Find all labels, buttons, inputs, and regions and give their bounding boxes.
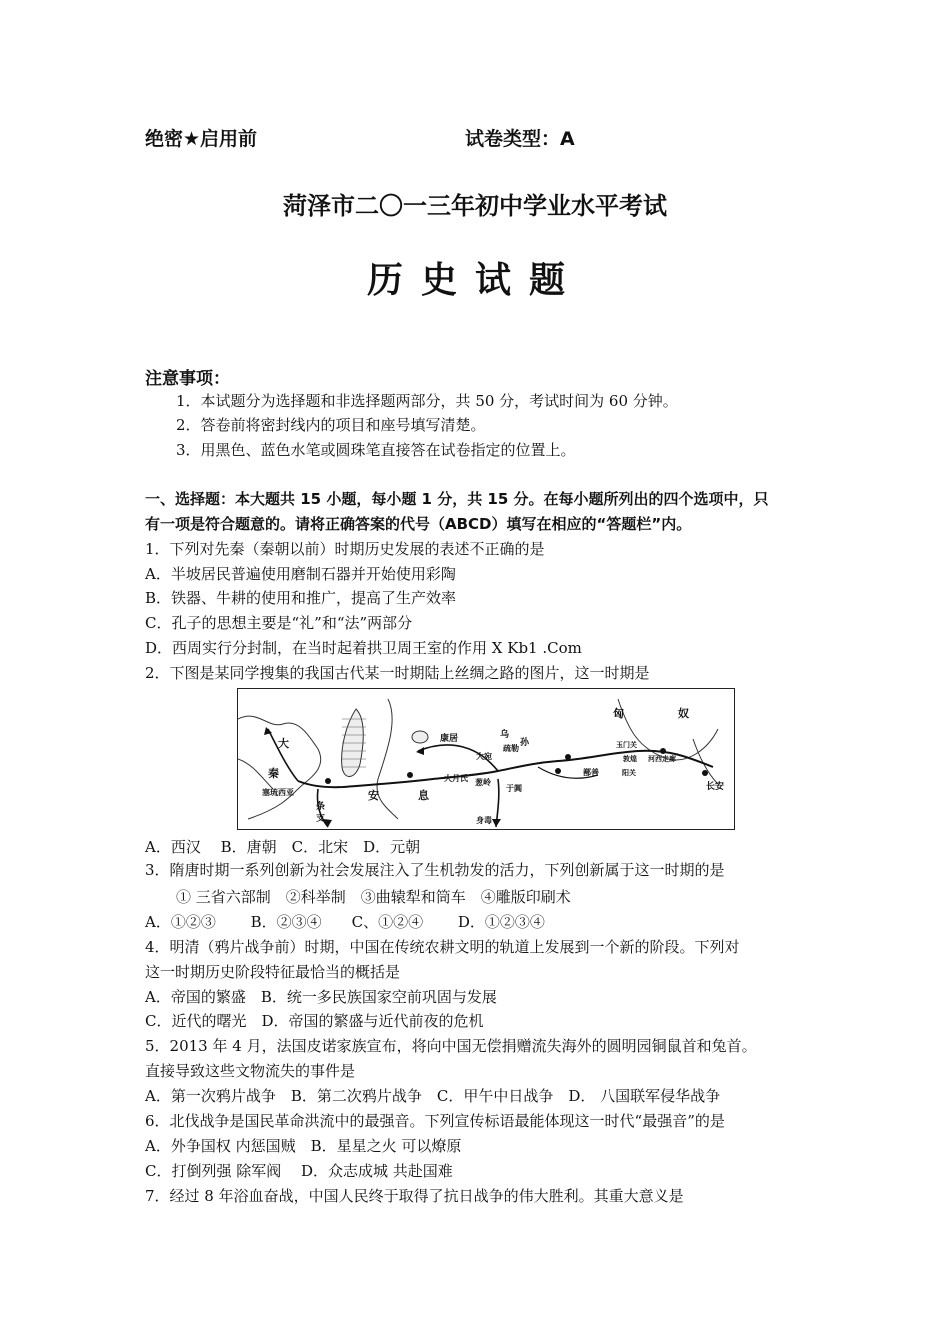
map-label: 大: [278, 737, 289, 750]
map-label: 葱岭: [475, 778, 491, 787]
map-label: 秦: [268, 767, 279, 780]
note-item: 3．用黑色、蓝色水笔或圆珠笔直接答在试卷指定的位置上。: [176, 441, 576, 459]
map-label: 奴: [678, 707, 689, 720]
map-label: 大宛: [476, 752, 492, 761]
map-label: 塞琉西亚: [262, 788, 294, 797]
paper-type-label: 试卷类型：A: [465, 128, 575, 150]
subject-title: 历史试题: [366, 260, 583, 301]
option-line: D．西周实行分封制，在当时起着拱卫周王室的作用 X Kb1 .Com: [145, 639, 582, 657]
note-item: 1．本试题分为选择题和非选择题两部分，共 50 分，考试时间为 60 分钟。: [176, 392, 678, 410]
map-label: 于阗: [506, 784, 522, 793]
option-line: B．铁器、牛耕的使用和推广，提高了生产效率: [145, 589, 457, 607]
notes-heading: 注意事项：: [145, 369, 230, 389]
option-line: C．孔子的思想主要是“礼”和“法”两部分: [145, 614, 413, 632]
option-line: A．第一次鸦片战争 B．第二次鸦片战争 C．甲午中日战争 D． 八国联军侵华战争: [145, 1087, 721, 1105]
map-label: 匈: [613, 707, 624, 720]
note-item: 2．答卷前将密封线内的项目和座号填写清楚。: [176, 416, 486, 434]
map-label: 疏勒: [503, 744, 519, 753]
map-label: 身毒: [476, 816, 492, 825]
option-line: A．半坡居民普遍使用磨制石器并开始使用彩陶: [145, 565, 456, 583]
map-label: 支: [316, 814, 326, 824]
question-line: 6．北伐战争是国民革命洪流中的最强音。下列宣传标语最能体现这一时代“最强音”的是: [145, 1112, 725, 1130]
map-label: 息: [418, 789, 429, 802]
question-line: 1．下列对先秦（秦朝以前）时期历史发展的表述不正确的是: [145, 540, 545, 558]
map-label: 玉门关: [616, 741, 637, 749]
option-line: A．西汉 B．唐朝 C．北宋 D．元朝: [145, 838, 421, 856]
section-instruction: 有一项是符合题意的。请将正确答案的代号（ABCD）填写在相应的“答题栏”内。: [145, 515, 692, 533]
question-line: 3．隋唐时期一系列创新为社会发展注入了生机勃发的活力，下列创新属于这一时期的是: [145, 861, 725, 879]
question-line: 直接导致这些文物流失的事件是: [145, 1062, 356, 1080]
map-label: 鄯善: [583, 768, 599, 777]
map-label: 长安: [706, 782, 725, 792]
question-line: 5．2013 年 4 月，法国皮诺家族宣布，将向中国无偿捐赠流失海外的圆明园铜鼠首和兔首。: [145, 1037, 757, 1055]
secret-label: 绝密★启用前: [145, 128, 258, 150]
map-label: 大月氏: [444, 774, 468, 783]
map-label: 乌: [500, 730, 510, 740]
question-line: 2．下图是某同学搜集的我国古代某一时期陆上丝绸之路的图片，这一时期是: [145, 664, 650, 682]
map-label: 安: [368, 789, 379, 802]
map-label: 河西走廊: [648, 755, 676, 763]
option-line: A．外争国权 内惩国贼 B．星星之火 可以燎原: [145, 1137, 462, 1155]
question-line: 这一时期历史阶段特征最恰当的概括是: [145, 963, 401, 981]
map-label: 敦煌: [623, 755, 637, 763]
map-label: 孙: [520, 738, 530, 748]
exam-title: 菏泽市二〇一三年初中学业水平考试: [283, 192, 667, 220]
map-label: 条: [316, 802, 326, 812]
option-line: C．打倒列强 除军阀 D．众志成城 共赴国难: [145, 1162, 453, 1180]
section-instruction: 一、选择题：本大题共 15 小题，每小题 1 分，共 15 分。在每小题所列出的四个选项中，只: [145, 490, 769, 508]
option-line: A．帝国的繁盛 B．统一多民族国家空前巩固与发展: [145, 988, 497, 1006]
sub-item-line: ① 三省六部制 ②科举制 ③曲辕犁和筒车 ④雕版印刷术: [176, 888, 571, 906]
option-line: A．①②③ B．②③④ C、①②④ D．①②③④: [145, 913, 545, 931]
map-label: 康居: [440, 734, 459, 744]
question-line: 7．经过 8 年浴血奋战，中国人民终于取得了抗日战争的伟大胜利。其重大意义是: [145, 1187, 684, 1205]
option-line: C．近代的曙光 D．帝国的繁盛与近代前夜的危机: [145, 1012, 484, 1030]
silk-road-map: [237, 688, 735, 830]
map-label: 阳关: [622, 769, 636, 777]
question-line: 4．明清（鸦片战争前）时期，中国在传统农耕文明的轨道上发展到一个新的阶段。下列对: [145, 938, 740, 956]
